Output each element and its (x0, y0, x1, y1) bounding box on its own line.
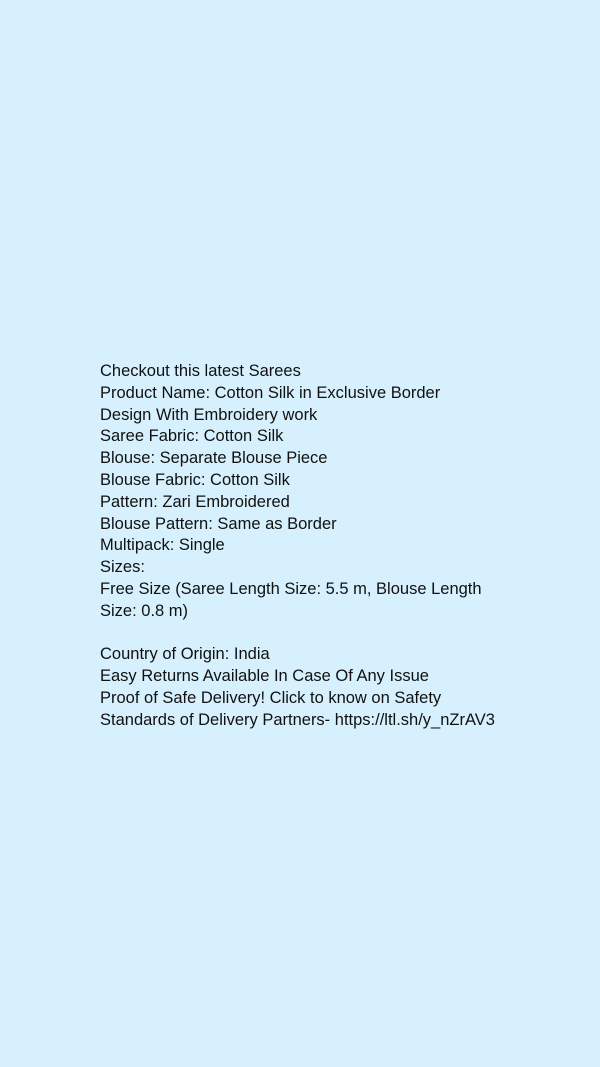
safety-link-text: Standards of Delivery Partners- https://ltl.sh/y_nZrAV3 (100, 710, 495, 729)
product-name-continuation: Design With Embroidery work (100, 405, 318, 424)
blouse-fabric-text: Blouse Fabric: Cotton Silk (100, 470, 290, 489)
blouse-pattern-text: Blouse Pattern: Same as Border (100, 514, 337, 533)
sizes-text: Free Size (Saree Length Size: 5.5 m, Blouse Length (100, 579, 482, 598)
pattern-text: Pattern: Zari Embroidered (100, 492, 290, 511)
multipack-text: Multipack: Single (100, 536, 225, 555)
saree-fabric-text: Saree Fabric: Cotton Silk (100, 427, 284, 446)
country-of-origin-text: Country of Origin: India (100, 645, 270, 664)
safety-text: Proof of Safe Delivery! Click to know on Safety (100, 688, 442, 707)
product-description (100, 361, 570, 732)
blank-line (100, 623, 570, 645)
sizes-continuation: Size: 0.8 m) (100, 601, 189, 620)
blouse-text: Blouse: Separate Blouse Piece (100, 449, 328, 468)
intro-text: Checkout this latest Sarees (100, 362, 301, 380)
returns-text: Easy Returns Available In Case Of Any Issue (100, 667, 429, 686)
sizes-heading: Sizes: (100, 558, 145, 577)
product-name-text: Product Name: Cotton Silk in Exclusive Border (100, 383, 441, 402)
